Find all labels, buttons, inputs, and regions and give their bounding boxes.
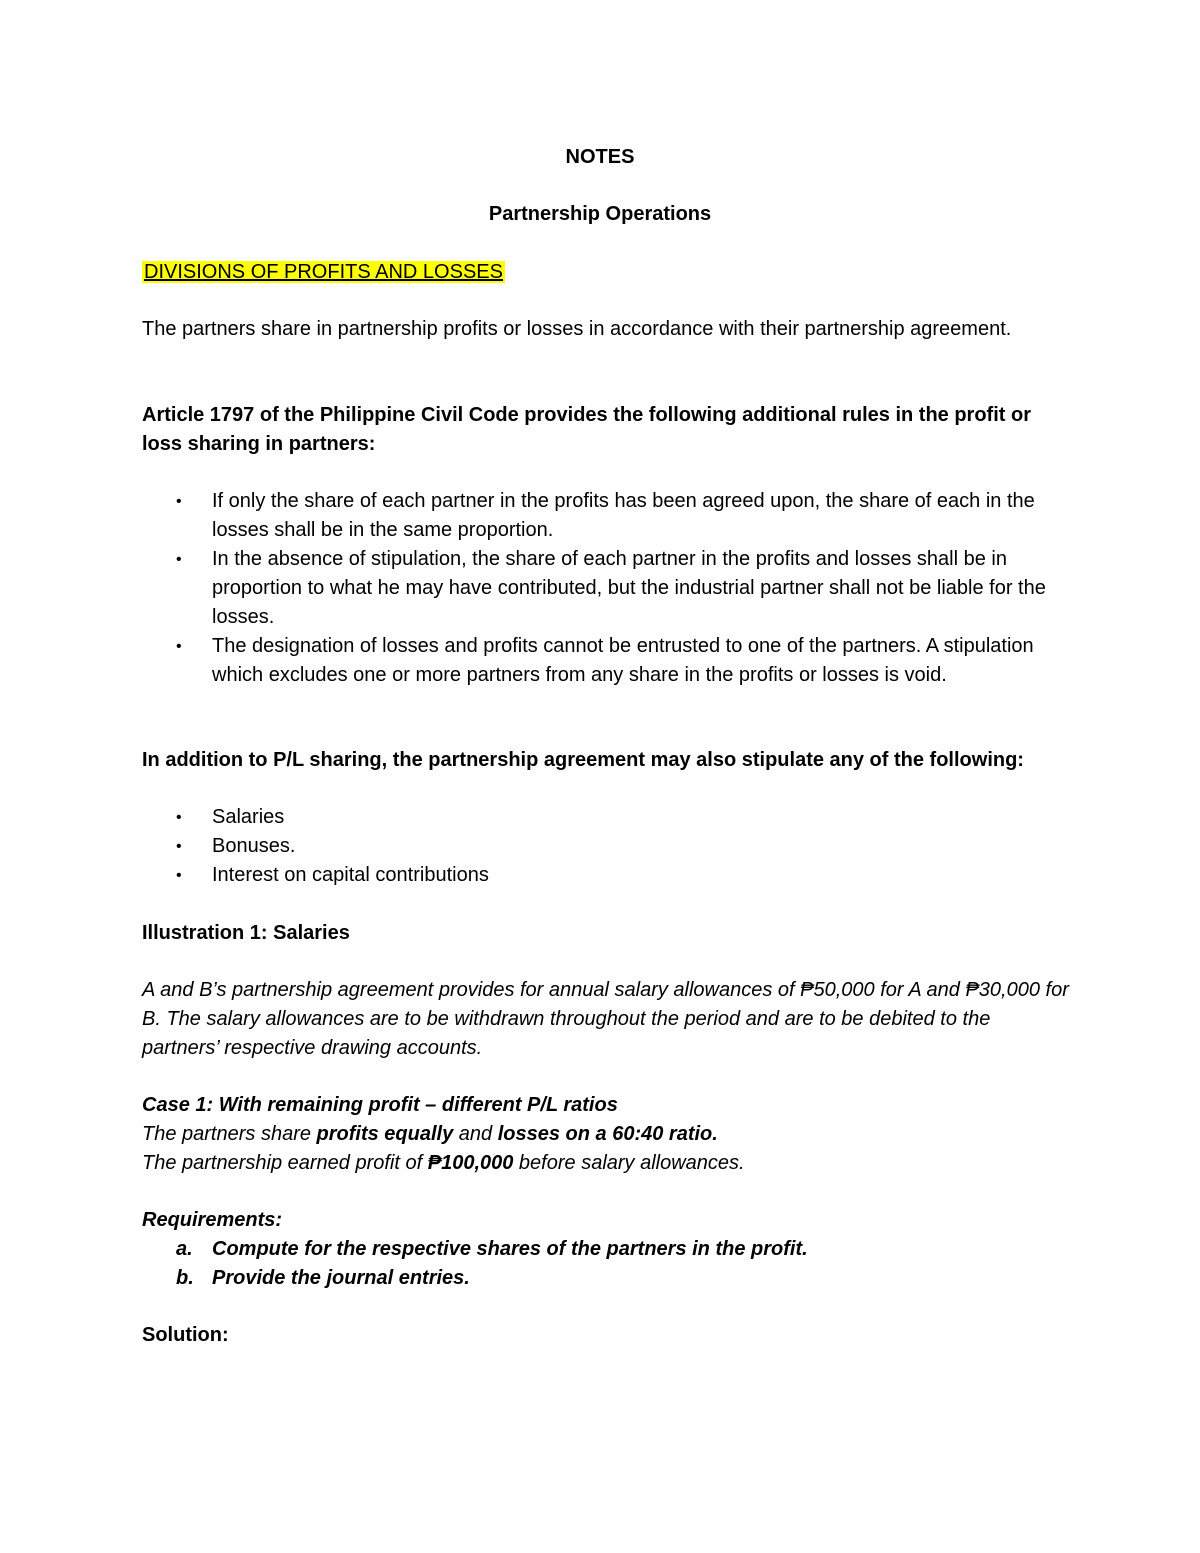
list-item: • The designation of losses and profits cannot be entrusted to one of the partners. A stipulation which excludes one or more partners from any share in the profits or losses is void. bbox=[142, 632, 1072, 690]
list-item: • Salaries bbox=[142, 803, 1072, 832]
case-title: Case 1: With remaining profit – different P/L ratios bbox=[142, 1094, 618, 1116]
requirements-list bbox=[142, 1235, 1072, 1293]
list-marker: b. bbox=[176, 1267, 194, 1289]
list-item: • If only the share of each partner in the profits has been agreed upon, the share of each in the losses shall be in the same proportion. bbox=[142, 487, 1072, 545]
illustration-title: Illustration 1: Salaries bbox=[142, 922, 350, 944]
rules-list bbox=[142, 487, 1072, 690]
page-subtitle: Partnership Operations bbox=[488, 203, 712, 225]
stipulations-list bbox=[142, 803, 1072, 890]
page-title: NOTES bbox=[565, 146, 635, 168]
bullet-icon: • bbox=[176, 838, 182, 855]
bullet-icon: • bbox=[176, 867, 182, 884]
intro-paragraph: The partners share in partnership profits or losses in accordance with their partnership agreement. bbox=[142, 318, 1012, 340]
list-item: a. Compute for the respective shares of the partners in the profit. bbox=[142, 1235, 1072, 1264]
illustration-description: A and B’s partnership agreement provides for annual salary allowances of ₱50,000 for A and ₱30,000 for B. The salary allowances are to be withdrawn throughout the period and are to be debited to the partners’ respective drawing accounts. bbox=[142, 979, 1069, 1059]
section-heading bbox=[142, 258, 1072, 287]
case-line-1: The partners share profits equally and losses on a 60:40 ratio. bbox=[142, 1123, 718, 1145]
solution-label: Solution: bbox=[142, 1324, 229, 1346]
bullet-icon: • bbox=[176, 638, 182, 655]
bullet-icon: • bbox=[176, 493, 182, 510]
article-lead: Article 1797 of the Philippine Civil Code provides the following additional rules in the profit or loss sharing in partners: bbox=[142, 404, 1031, 455]
list-item: • Interest on capital contributions bbox=[142, 861, 1072, 890]
bullet-icon: • bbox=[176, 551, 182, 568]
case-line-2: The partnership earned profit of ₱100,000 before salary allowances. bbox=[142, 1152, 745, 1174]
section-heading-text: DIVISIONS OF PROFITS AND LOSSES bbox=[144, 261, 503, 283]
addition-lead: In addition to P/L sharing, the partnership agreement may also stipulate any of the following: bbox=[142, 749, 1024, 771]
requirements-label: Requirements: bbox=[142, 1209, 283, 1231]
list-item: • Bonuses. bbox=[142, 832, 1072, 861]
list-item: • In the absence of stipulation, the share of each partner in the profits and losses shall be in proportion to what he may have contributed, but the industrial partner shall not be liable for the losses. bbox=[142, 545, 1072, 632]
bullet-icon: • bbox=[176, 809, 182, 826]
list-marker: a. bbox=[176, 1238, 193, 1260]
list-item: b. Provide the journal entries. bbox=[142, 1264, 1072, 1293]
